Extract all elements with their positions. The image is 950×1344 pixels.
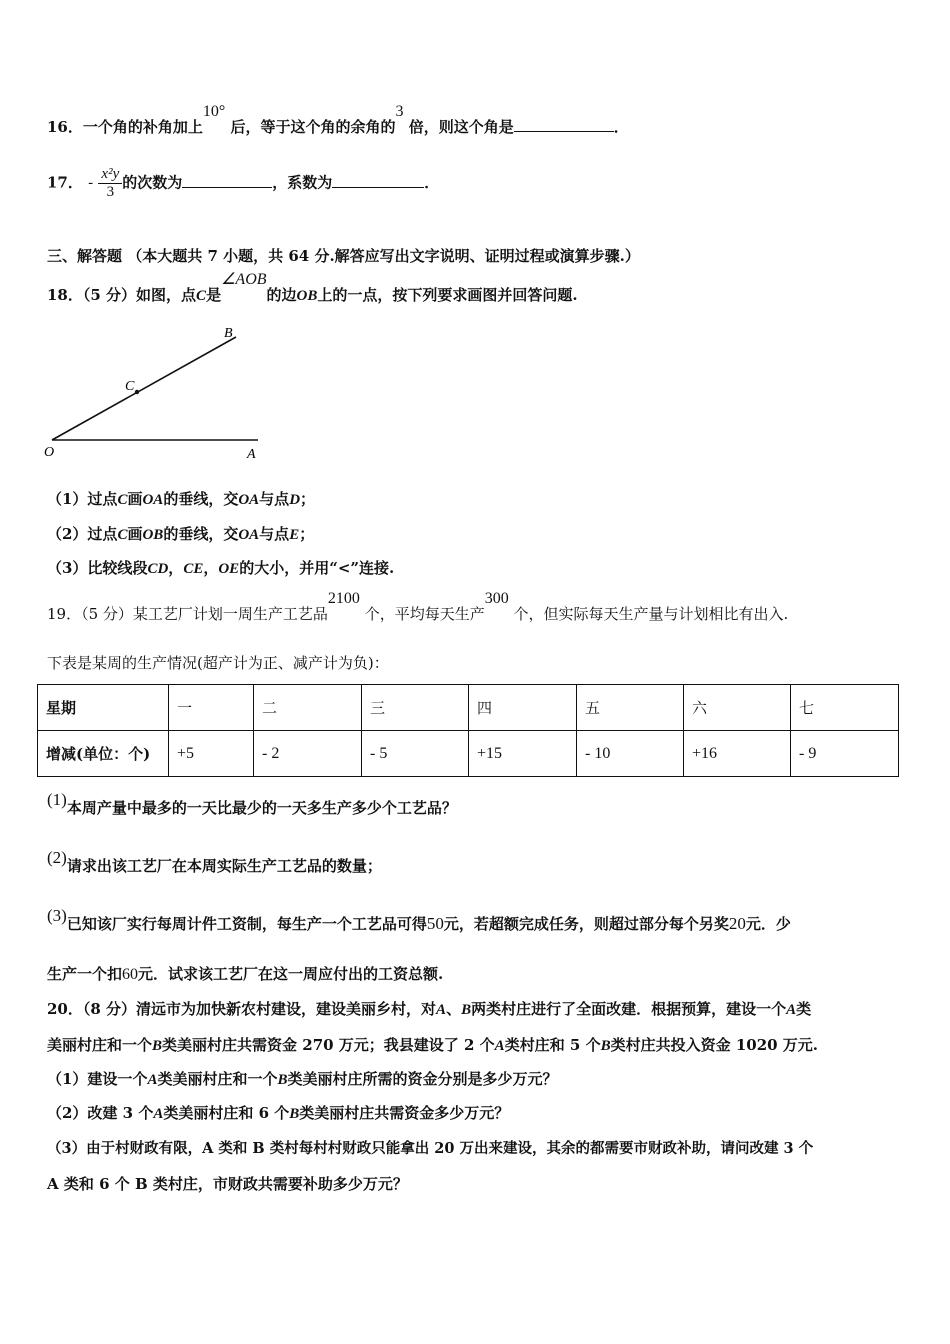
q19-value-plan: 2100 (327, 590, 360, 607)
q18-number: 18． (47, 286, 83, 304)
q19-sub-3-line-2 (47, 963, 443, 984)
q19-sub3-value-bonus: 20 (728, 914, 746, 933)
q20-sub2-text-2: 类美丽村庄和 6 个 (163, 1104, 290, 1122)
q18-sub2-e: E (289, 527, 300, 543)
q19-table-intro: 下表是某周的生产情况(超产计为正、减产计为负)： (47, 654, 389, 672)
q20-b3: B (600, 1038, 611, 1054)
table-cell: 五 (577, 685, 684, 731)
q18-sub3-cd: CD (147, 561, 169, 577)
q20-text-3: 类 (796, 1000, 812, 1018)
q18-point-c: C (196, 288, 207, 304)
table-row-values (38, 731, 899, 777)
q18-sub2-text-1: （2）过点 (47, 525, 118, 543)
q20-sub2-b: B (289, 1106, 300, 1122)
q18-sub1-c: C (117, 492, 128, 508)
q18-sub1-text-1: （1）过点 (47, 490, 118, 508)
q19-text-2: 个，平均每天生产 (364, 605, 485, 623)
table-cell: +15 (469, 731, 577, 777)
table-row-header (38, 685, 899, 731)
q20-sub1-text-2: 类美丽村庄和一个 (157, 1070, 278, 1088)
q19-sub-3 (47, 906, 791, 934)
q19-text-1: （5 分）某工艺厂计划一周生产工艺品 (81, 605, 328, 623)
q18-side-ob: OB (296, 288, 318, 304)
q18-angle: ∠AOB (221, 271, 267, 288)
q20-sep: 、 (446, 1000, 462, 1018)
q16-number: 16． (47, 118, 83, 136)
q20-sub2-text-3: 类美丽村庄共需资金多少万元？ (299, 1104, 510, 1122)
question-17 (47, 166, 439, 201)
q20-sub1-a: A (147, 1072, 158, 1088)
q20-text-5: 类美丽村庄共需资金 270 万元；我县建设了 2 个 (162, 1036, 495, 1054)
q17-coefficient-blank[interactable] (332, 172, 424, 188)
q18-sub1-end: ； (300, 490, 316, 508)
q18-sub2-oa: OA (238, 527, 260, 543)
q20-sub2-text-1: （2）改建 3 个 (47, 1104, 154, 1122)
q18-text-4: 上的一点，按下列要求画图并回答问题. (317, 286, 578, 304)
ray-ob (52, 337, 236, 440)
q19-sub2-number: (2) (47, 848, 67, 867)
table-cell: +16 (684, 731, 791, 777)
table-cell: +5 (169, 731, 254, 777)
section-3-header (47, 245, 640, 266)
q20-sub-3-line-2: A 类和 6 个 B 类村庄，市财政共需要补助多少万元？ (47, 1175, 408, 1193)
q18-sub1-text-4: 与点 (259, 490, 290, 508)
q20-sub1-text-1: （1）建设一个 (47, 1070, 148, 1088)
q20-sub1-text-3: 类美丽村庄所需的资金分别是多少万元？ (287, 1070, 558, 1088)
q18-sub1-oa2: OA (238, 492, 260, 508)
q18-angle-figure (40, 320, 270, 465)
q19-sub3-text-3: 元．少 (745, 915, 791, 933)
q20-text-2: 两类村庄进行了全面改建．根据预算，建设一个 (471, 1000, 787, 1018)
q20-a: A (436, 1002, 447, 1018)
table-cell: 三 (362, 685, 469, 731)
q18-sub1-oa: OA (142, 492, 164, 508)
q17-text-2: ，系数为 (272, 173, 333, 192)
q18-sub2-c: C (117, 527, 128, 543)
q18-sub2-text-2: 画 (127, 525, 143, 543)
table-cell: - 10 (577, 731, 684, 777)
q19-sub2-text: 请求出该工艺厂在本周实际生产工艺品的数量； (66, 857, 382, 875)
question-18 (47, 271, 578, 305)
q19-sub1-text: 本周产量中最多的一天比最少的一天多生产多少个工艺品？ (66, 799, 457, 817)
q18-sub3-text-1: （3）比较线段 (47, 559, 148, 577)
q18-sub2-end: ； (299, 525, 315, 543)
q16-end: ． (613, 118, 629, 136)
q19-sub1-number: (1) (47, 790, 67, 809)
label-o: O (44, 445, 55, 460)
table-cell: 四 (469, 685, 577, 731)
q19-sub3-text-4: 生产一个扣 (47, 965, 123, 983)
q18-text-2: 是 (206, 286, 222, 304)
table-cell: 增减(单位：个) (38, 731, 169, 777)
point-c-dot (135, 390, 139, 394)
table-cell: 二 (254, 685, 362, 731)
q20-a2: A (786, 1002, 797, 1018)
table-cell: 七 (791, 685, 899, 731)
q19-sub3-value-pay: 50 (426, 914, 444, 933)
q19-value-daily: 300 (484, 590, 509, 607)
production-table (37, 684, 899, 777)
table-cell: - 9 (791, 731, 899, 777)
q16-text-2: 后，等于这个角的余角的 (230, 118, 396, 136)
q19-sub3-value-penalty: 60 (122, 966, 139, 983)
q17-text-1: 的次数为 (122, 173, 183, 192)
q19-number: 19． (47, 605, 82, 623)
q18-sub-3 (47, 557, 394, 578)
q17-fraction (98, 166, 122, 201)
q18-sub1-text-2: 画 (127, 490, 143, 508)
table-cell: 星期 (38, 685, 169, 731)
q20-text-6: 类村庄和 5 个 (504, 1036, 601, 1054)
q20-sub-1 (47, 1068, 558, 1089)
q16-answer-blank[interactable] (514, 116, 614, 132)
q18-sub2-text-4: 与点 (259, 525, 290, 543)
label-c: C (125, 379, 135, 394)
q17-end: ． (424, 173, 440, 192)
q17-fraction-numerator: x²y (98, 166, 122, 184)
section-3-description: （本大题共 7 小题，共 64 分.解答应写出文字说明、证明过程或演算步骤.） (127, 247, 640, 265)
table-cell: 一 (169, 685, 254, 731)
q20-text-4: 美丽村庄和一个 (47, 1036, 153, 1054)
q16-value-multiple: 3 (395, 103, 404, 120)
q18-text-1: （5 分）如图，点 (82, 286, 197, 304)
q19-text-3: 个，但实际每天生产量与计划相比有出入. (513, 605, 789, 623)
q20-text-7: 类村庄共投入资金 1020 万元. (610, 1036, 819, 1054)
q18-sub3-sep-2: ， (203, 559, 219, 577)
q17-degree-blank[interactable] (182, 172, 272, 188)
label-b: B (224, 326, 233, 341)
q20-b2: B (152, 1038, 163, 1054)
q18-sub3-sep-1: ， (168, 559, 184, 577)
q17-sign: - (88, 173, 94, 192)
table-cell: - 2 (254, 731, 362, 777)
q16-text-3: 倍，则这个角是 (408, 118, 514, 136)
q19-sub3-text-2: 元，若超额完成任务，则超过部分每个另奖 (443, 915, 729, 933)
q20-sub2-a: A (153, 1106, 164, 1122)
q19-sub3-text-1: 已知该厂实行每周计件工资制，每生产一个工艺品可得 (66, 915, 427, 933)
q20-b: B (461, 1002, 472, 1018)
q20-sub1-b: B (277, 1072, 288, 1088)
question-16 (47, 103, 629, 137)
q18-sub3-ce: CE (183, 561, 204, 577)
q16-value-angle: 10° (202, 103, 226, 120)
q16-text-1: 一个角的补角加上 (82, 118, 203, 136)
question-19 (47, 590, 789, 624)
q18-sub1-text-3: 的垂线，交 (163, 490, 239, 508)
q19-sub-2 (47, 848, 382, 876)
q18-sub2-ob: OB (142, 527, 164, 543)
q17-fraction-denominator: 3 (106, 184, 115, 200)
q18-sub-2 (47, 523, 314, 544)
q18-sub3-text-2: 的大小，并用“<”连接. (239, 559, 395, 577)
q18-sub1-d: D (289, 492, 301, 508)
q17-number: 17． (47, 173, 83, 192)
q18-sub3-oe: OE (218, 561, 240, 577)
question-20-line-1 (47, 998, 811, 1019)
q19-sub3-number: (3) (47, 906, 67, 925)
q19-sub3-text-5: 元．试求该工艺厂在这一周应付出的工资总额. (138, 965, 444, 983)
section-3-title: 三、解答题 (47, 247, 123, 265)
q18-sub-1 (47, 488, 315, 509)
label-a: A (247, 447, 256, 462)
table-cell: - 5 (362, 731, 469, 777)
q18-text-3: 的边 (266, 286, 297, 304)
table-cell: 六 (684, 685, 791, 731)
q19-sub-1 (47, 790, 457, 818)
q18-sub2-text-3: 的垂线，交 (163, 525, 239, 543)
q20-a3: A (494, 1038, 505, 1054)
question-20-line-2 (47, 1034, 818, 1055)
q20-sub-3-line-1: （3）由于村财政有限，A 类和 B 类村每村村财政只能拿出 20 万出来建设，其余的都需要市财政补助，请问改建 3 个 (47, 1140, 814, 1157)
q20-text-1: 20．（8 分）清远市为加快新农村建设，建设美丽乡村，对 (47, 1000, 437, 1018)
q20-sub-2 (47, 1102, 509, 1123)
